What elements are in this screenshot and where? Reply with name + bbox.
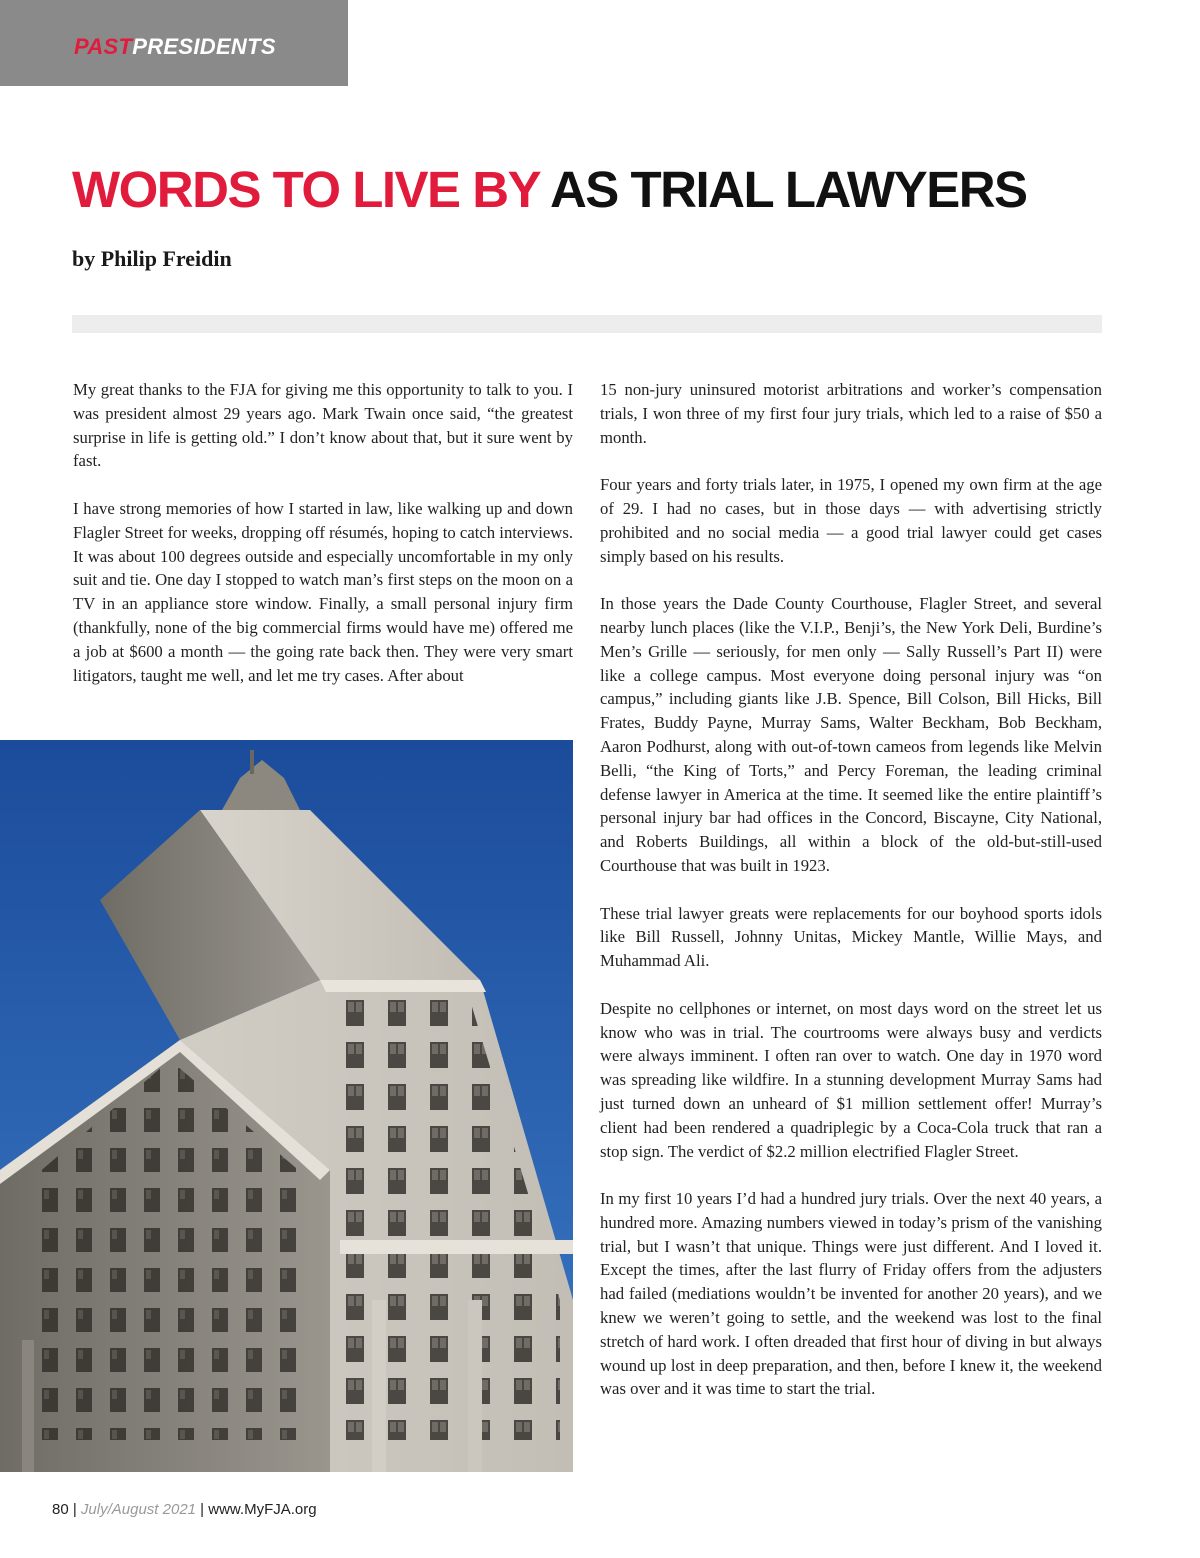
- page-number: 80: [52, 1501, 69, 1518]
- section-tab: [0, 0, 348, 86]
- article-headline: [72, 160, 1112, 220]
- paragraph: My great thanks to the FJA for giving me this opportunity to talk to you. I was president almost 29 years ago. Mark Twain once said, “the greatest surprise in life is getting old.” I don’t know about that, but it sure went by fast.: [73, 380, 573, 471]
- paragraph: Four years and forty trials later, in 1975, I opened my own firm at the age of 29. I had no cases, but in those days — with advertising strictly prohibited and no social media — a good trial lawyer could get cases simply based on his results.: [600, 475, 1102, 566]
- paragraph: These trial lawyer greats were replacements for our boyhood sports idols like Bill Russell, Johnny Unitas, Mickey Mantle, Willie Mays, and Muhammad Ali.: [600, 903, 1102, 971]
- paragraph: In those years the Dade County Courthouse, Flagler Street, and several nearby lunch places (like the V.I.P., Benji’s, the New York Deli, Burdine’s Men’s Grille — seriously, for men only — Sally Russell’s Part II) were like a college campus. Most everyone doing personal injury was “on campus,” including giants like J.B. Spence, Bill Colson, Bill Hicks, Bill Frates, Buddy Payne, Murray Sams, Walter Beckham, Bob Beckham, Aaron Podhurst, along with out-of-town cameos from legends like Melvin Belli, “the King of Torts,” and Percy Foreman, the leading criminal defense lawyer in America at the time. It seemed like the entire plaintiff’s personal injury bar had offices in the Concord, Biscayne, City National, and Roberts Buildings, all within a block of the old-but-still-used Courthouse that was built in 1923.: [600, 594, 1102, 875]
- left-column: [73, 378, 573, 687]
- section-label: [74, 34, 276, 60]
- section-label-red: PAST: [74, 34, 133, 59]
- footer-separator: |: [196, 1501, 209, 1518]
- header-divider: [72, 315, 1102, 333]
- courthouse-photo: [0, 740, 573, 1472]
- paragraph: In my first 10 years I’d had a hundred jury trials. Over the next 40 years, a hundred more. Amazing numbers viewed in today’s prism of the vanishing trial, but I wasn’t that unique. Things were just different. And I loved it. Except the times, after the last flurry of Friday offers from the adjusters had failed (mediations wouldn’t be invented for another 20 years), and we knew we weren’t going to settle, and the weekend was lost to the final stretch of hard work. I often dreaded that first hour of diving in but always wound up lost in deep preparation, and then, before I knew it, the weekend was over and it was time to start the trial.: [600, 1189, 1102, 1399]
- paragraph: I have strong memories of how I started in law, like walking up and down Flagler Street for weeks, dropping off résumés, hoping to catch interviews. It was about 100 degrees outside and especially uncomfortable in my only suit and tie. One day I stopped to watch man’s first steps on the moon on a TV in an appliance store window. Finally, a small personal injury firm (thankfully, none of the big commercial firms would have me) offered me a job at $600 a month — the going rate back then. They were very smart litigators, taught me well, and let me try cases. After about: [73, 498, 573, 685]
- headline-black-part: AS TRIAL LAWYERS: [549, 161, 1027, 218]
- courthouse-illustration: [0, 740, 573, 1472]
- page-footer: [52, 1501, 317, 1518]
- paragraph: 15 non-jury uninsured motorist arbitrations and worker’s compensation trials, I won three of my first four jury trials, which led to a raise of $50 a month.: [600, 380, 1102, 447]
- headline-red-part: WORDS TO LIVE BY: [72, 161, 540, 218]
- section-label-white: PRESIDENTS: [132, 34, 276, 59]
- author-byline: by Philip Freidin: [72, 246, 232, 271]
- right-column: [600, 378, 1102, 1401]
- footer-separator: |: [68, 1501, 81, 1518]
- paragraph: Despite no cellphones or internet, on most days word on the street let us know who was in trial. The courtrooms were always busy and verdicts were always imminent. I often ran over to watch. One day in 1970 word was spreading like wildfire. In a stunning development Murray Sams had just turned down an unheard of $1 million settlement offer! Murray’s client had been rendered a quadriplegic by a Coca-Cola truck that ran a stop sign. The verdict of $2.2 million electrified Flagler Street.: [600, 998, 1102, 1161]
- website-link[interactable]: www.MyFJA.org: [208, 1501, 317, 1518]
- issue-date: July/August 2021: [80, 1501, 196, 1518]
